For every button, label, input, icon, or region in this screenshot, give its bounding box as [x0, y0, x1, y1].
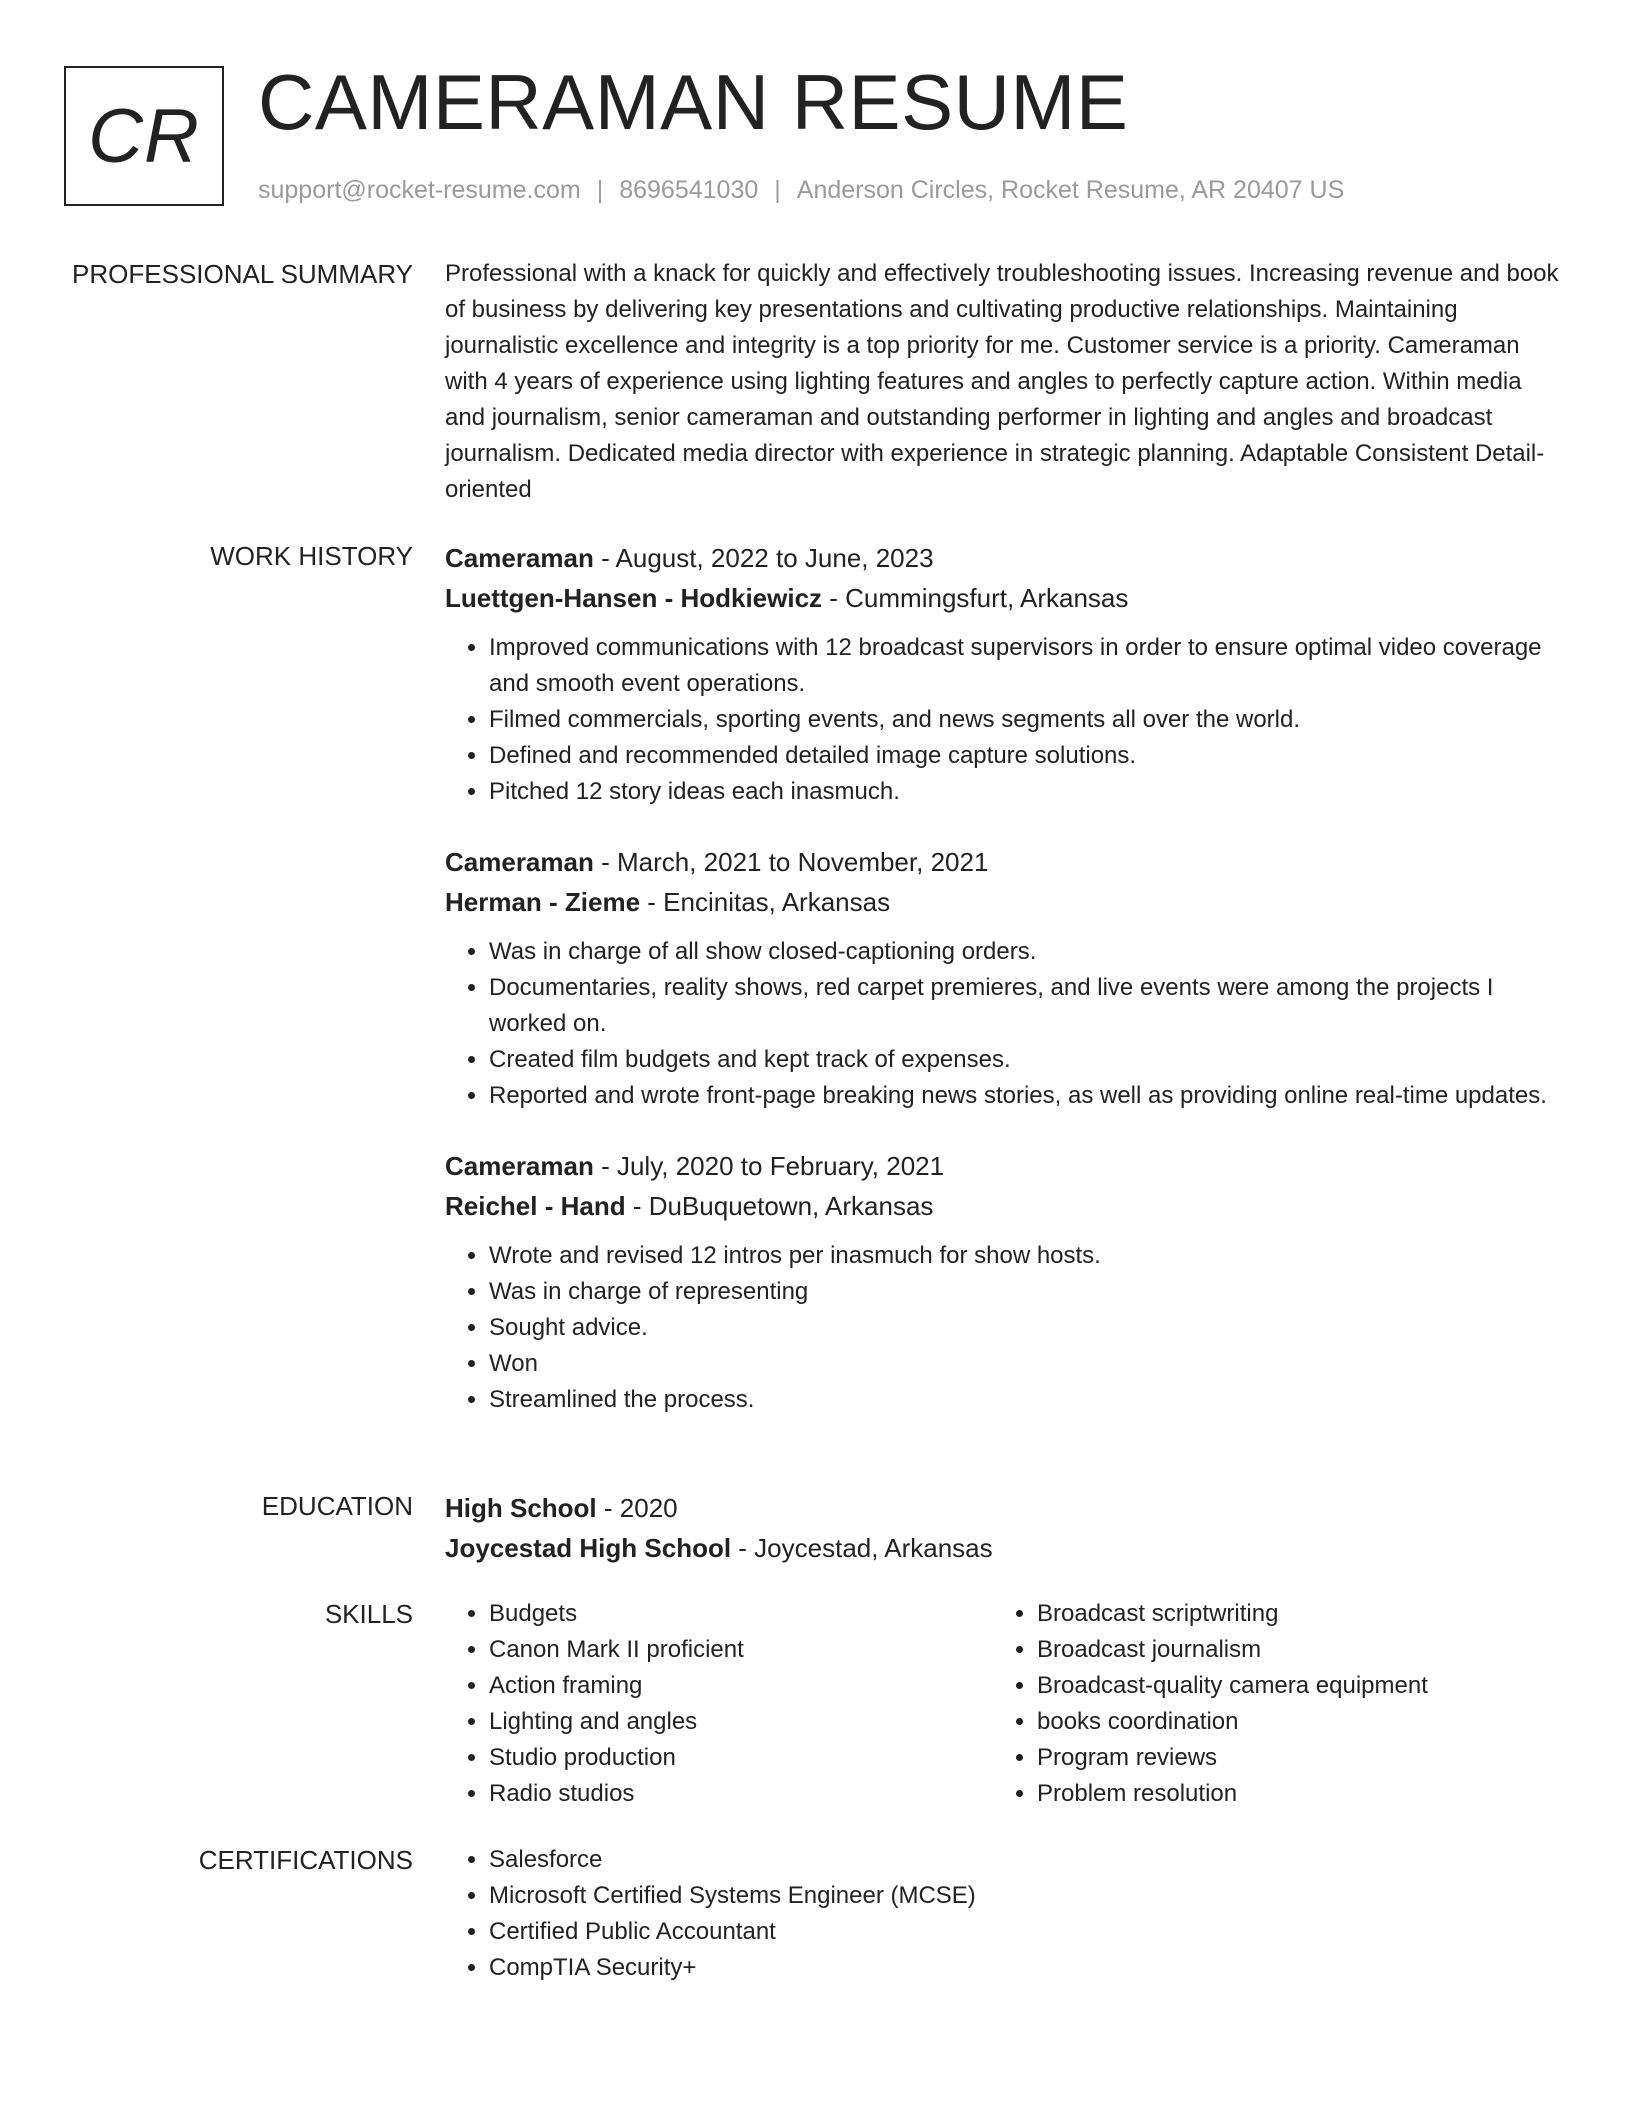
education-year: - 2020: [596, 1493, 678, 1523]
list-item: • Wrote and revised 12 intros per inasmuch for show hosts.: [489, 1238, 1565, 1274]
summary-text: Professional with a knack for quickly and effectively troubleshooting issues. Increasing revenue and book of business by delivering key presentations and cultivating productive relationships. Maintaining journalistic excellence and integrity is a top priority for me. Customer service is a priority. Cameraman with 4 years of experience using lighting features and angles to perfectly capture action. Within media and journalism, senior cameraman and outstanding performer in lighting and angles and broadcast journalism. Dedicated media director with experience in strategic planning. Adaptable Consistent Detail-oriented: [445, 260, 1559, 503]
monogram: CR: [64, 66, 224, 206]
section-label: WORK HISTORY: [210, 541, 413, 571]
section-content: [445, 1488, 1565, 1568]
list-item: • Defined and recommended detailed image capture solutions.: [489, 738, 1565, 774]
job-dates: - August, 2022 to June, 2023: [593, 543, 934, 573]
education-school: Joycestad High School: [445, 1533, 732, 1563]
job-location: - Encinitas, Arkansas: [640, 887, 891, 917]
contact-email: support@rocket-resume.com: [258, 176, 581, 204]
job-bullets: [445, 934, 1565, 1114]
section-label: PROFESSIONAL SUMMARY: [72, 259, 413, 289]
list-item: • Action framing: [489, 1668, 993, 1704]
job-company-line: [445, 882, 1565, 922]
list-item: • Microsoft Certified Systems Engineer (MCSE): [489, 1878, 1565, 1914]
job-title: Cameraman: [445, 1151, 594, 1181]
list-item: • Canon Mark II proficient: [489, 1632, 993, 1668]
list-item: • books coordination: [1037, 1704, 1541, 1740]
contact-separator: |: [774, 176, 781, 204]
job-dates: - July, 2020 to February, 2021: [593, 1151, 945, 1181]
list-item: • Filmed commercials, sporting events, and news segments all over the world.: [489, 702, 1565, 738]
job-dates: - March, 2021 to November, 2021: [593, 847, 989, 877]
list-item: • CompTIA Security+: [489, 1950, 1565, 1986]
contact-line: [258, 172, 1344, 208]
list-item: • Budgets: [489, 1596, 993, 1632]
contact-address: Anderson Circles, Rocket Resume, AR 20407 US: [796, 176, 1345, 204]
list-item: • Pitched 12 story ideas each inasmuch.: [489, 774, 1565, 810]
job-entry: [445, 1146, 1565, 1418]
list-item: • Streamlined the process.: [489, 1382, 1565, 1418]
list-item: • Improved communications with 12 broadcast supervisors in order to ensure optimal video coverage and smooth event operations.: [489, 630, 1565, 702]
list-item: • Documentaries, reality shows, red carpet premieres, and live events were among the projects I worked on.: [489, 970, 1565, 1042]
contact-separator: |: [596, 176, 604, 204]
job-title-line: [445, 538, 1565, 578]
resume-title: CAMERAMAN RESUME: [258, 58, 1129, 146]
certifications-list: [445, 1842, 1565, 1986]
section-content: [445, 1842, 1565, 1986]
section-label: CERTIFICATIONS: [198, 1845, 413, 1875]
job-title: Cameraman: [445, 543, 594, 573]
education-location: - Joycestad, Arkansas: [731, 1533, 993, 1563]
list-item: • Lighting and angles: [489, 1704, 993, 1740]
job-location: - Cummingsfurt, Arkansas: [822, 583, 1129, 613]
skills-columns: [445, 1596, 1565, 1812]
job-company-line: [445, 1186, 1565, 1226]
section-label: EDUCATION: [261, 1491, 413, 1521]
education-degree-line: [445, 1488, 1565, 1528]
list-item: • Was in charge of all show closed-captioning orders.: [489, 934, 1565, 970]
list-item: • Program reviews: [1037, 1740, 1541, 1776]
list-item: • Was in charge of representing: [489, 1274, 1565, 1310]
job-title: Cameraman: [445, 847, 594, 877]
section-content: [445, 1596, 1565, 1812]
list-item: • Created film budgets and kept track of expenses.: [489, 1042, 1565, 1078]
list-item: • Broadcast scriptwriting: [1037, 1596, 1541, 1632]
job-entry: [445, 842, 1565, 1114]
list-item: • Radio studios: [489, 1776, 993, 1812]
skills-list-left: [445, 1596, 993, 1812]
list-item: • Reported and wrote front-page breaking news stories, as well as providing online real-time updates.: [489, 1078, 1565, 1114]
job-title-line: [445, 1146, 1565, 1186]
certifications-columns: [445, 1842, 1565, 1986]
list-item: • Won: [489, 1346, 1565, 1382]
skills-list-right: [993, 1596, 1541, 1812]
list-item: • Broadcast-quality camera equipment: [1037, 1668, 1541, 1704]
job-company: Reichel - Hand: [445, 1191, 626, 1221]
job-company: Luettgen-Hansen - Hodkiewicz: [445, 583, 823, 613]
job-entry: [445, 538, 1565, 810]
education-degree: High School: [445, 1493, 597, 1523]
job-location: - DuBuquetown, Arkansas: [625, 1191, 934, 1221]
contact-phone: 8696541030: [619, 176, 759, 204]
education-school-line: [445, 1528, 1565, 1568]
list-item: • Studio production: [489, 1740, 993, 1776]
job-bullets: [445, 1238, 1565, 1418]
list-item: • Certified Public Accountant: [489, 1914, 1565, 1950]
section-label: SKILLS: [324, 1599, 413, 1629]
job-company-line: [445, 578, 1565, 618]
list-item: • Problem resolution: [1037, 1776, 1541, 1812]
list-item: • Broadcast journalism: [1037, 1632, 1541, 1668]
list-item: • Salesforce: [489, 1842, 1565, 1878]
job-company: Herman - Zieme: [445, 887, 641, 917]
job-bullets: [445, 630, 1565, 810]
list-item: • Sought advice.: [489, 1310, 1565, 1346]
jobs-list: [445, 538, 1565, 1450]
job-title-line: [445, 842, 1565, 882]
section-content: [445, 256, 1565, 508]
